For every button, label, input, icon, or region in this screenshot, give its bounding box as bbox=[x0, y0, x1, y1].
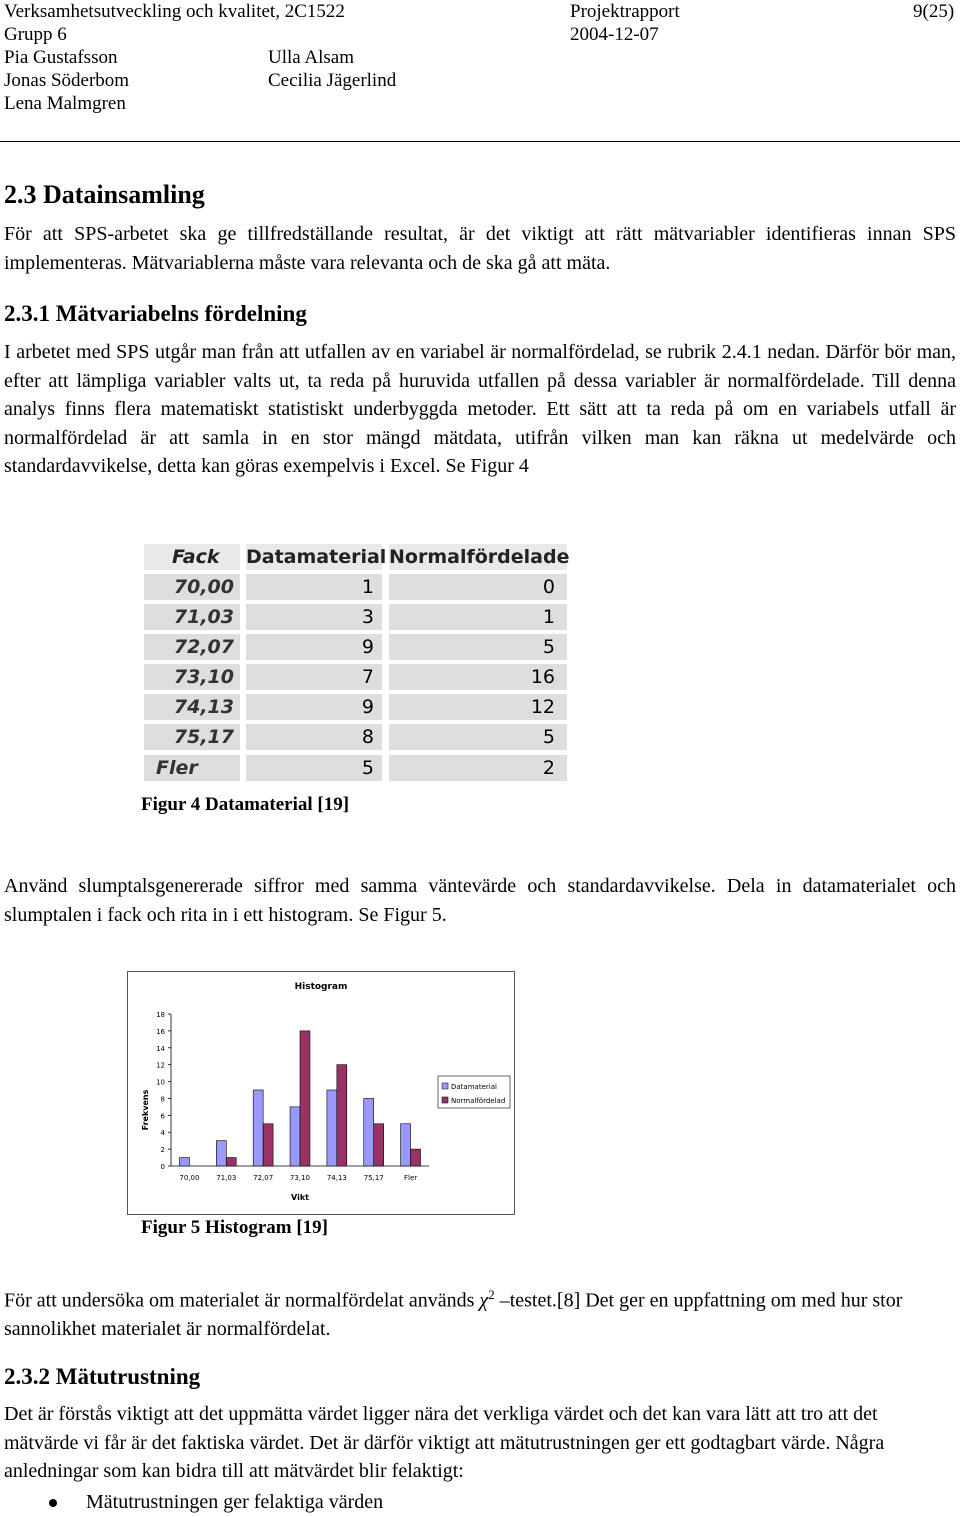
histogram-chart bbox=[127, 971, 515, 1215]
table-cell: 9 bbox=[246, 694, 382, 720]
bullet-item: Mätutrustningen ger felaktiga värden bbox=[86, 1491, 384, 1513]
y-tick-label: 12 bbox=[156, 1061, 165, 1070]
table-cell: Fler bbox=[144, 755, 240, 781]
report-type: Projektrapport bbox=[570, 1, 680, 22]
x-tick-label: Fler bbox=[403, 1174, 418, 1182]
y-axis-label: Frekvens bbox=[141, 1089, 150, 1131]
table-cell: 73,10 bbox=[144, 664, 240, 690]
x-tick-label: 71,03 bbox=[216, 1174, 237, 1182]
x-tick-label: 74,13 bbox=[326, 1174, 347, 1182]
table-cell: 1 bbox=[246, 574, 382, 600]
data-table bbox=[140, 540, 570, 787]
section-heading: 2.3 Datainsamling bbox=[4, 180, 205, 209]
y-tick-label: 16 bbox=[156, 1027, 165, 1036]
table-cell: 72,07 bbox=[144, 634, 240, 660]
y-tick-label: 2 bbox=[160, 1146, 165, 1155]
table-cell: 1 bbox=[389, 604, 567, 630]
table-cell: 0 bbox=[389, 574, 567, 600]
paragraph-text: –testet.[8] Det ger en uppfattning om med hur stor sannolikhet materialet är normalfördelat. bbox=[4, 1289, 903, 1341]
bar-datamaterial bbox=[401, 1124, 411, 1166]
report-date: 2004-12-07 bbox=[570, 24, 659, 45]
member-name: Pia Gustafsson bbox=[4, 47, 118, 68]
bar-normalfördelad bbox=[226, 1158, 236, 1166]
table-cell: 5 bbox=[389, 634, 567, 660]
legend-swatch bbox=[442, 1097, 448, 1103]
table-cell: 3 bbox=[246, 604, 382, 630]
bar-datamaterial bbox=[216, 1141, 226, 1166]
subsection-paragraph: Det är förstås viktigt att det uppmätta värdet ligger nära det verkliga värdet och det kan vara lätt att tro att det mätvärde vi får är det faktiska värdet. Det är därför viktigt att mätutrustningen ger ett godtagbart värde. Några anledningar som kan bidra till att mätvärdet blir felaktigt: bbox=[4, 1403, 885, 1482]
legend-label: Normalfördelad bbox=[451, 1097, 506, 1105]
group-name: Grupp 6 bbox=[4, 24, 67, 45]
x-tick-label: 75,17 bbox=[363, 1174, 384, 1182]
x-axis-label: Vikt bbox=[291, 1193, 309, 1202]
table-cell: 5 bbox=[389, 724, 567, 750]
table-cell: 7 bbox=[246, 664, 382, 690]
table-header: Datamaterial bbox=[246, 546, 387, 568]
table-header: Fack bbox=[144, 544, 240, 570]
table-cell: 71,03 bbox=[144, 604, 240, 630]
bullet-icon bbox=[49, 1499, 57, 1507]
histogram-svg bbox=[128, 972, 514, 1214]
chi-square-paragraph bbox=[4, 1281, 956, 1344]
bar-normalfördelad bbox=[374, 1124, 384, 1166]
figure-caption: Figur 4 Datamaterial [19] bbox=[141, 794, 350, 815]
bar-normalfördelad bbox=[263, 1124, 273, 1166]
legend-swatch bbox=[442, 1083, 448, 1089]
table-cell: 16 bbox=[389, 664, 567, 690]
x-tick-label: 73,10 bbox=[289, 1174, 311, 1182]
bar-datamaterial bbox=[290, 1107, 300, 1166]
table-cell: 2 bbox=[389, 755, 567, 781]
member-name: Cecilia Jägerlind bbox=[268, 70, 397, 91]
chi-symbol: χ bbox=[479, 1289, 489, 1312]
y-tick-label: 6 bbox=[160, 1112, 165, 1121]
course-title: Verksamhetsutveckling och kvalitet, 2C1522 bbox=[4, 1, 345, 22]
section-intro: För att SPS-arbetet ska ge tillfredställande resultat, är det viktigt att rätt mätvariabler identifieras innan SPS implementeras. Mätvariablerna måste vara relevanta och de ska gå att mäta. bbox=[4, 223, 956, 274]
member-name: Jonas Söderbom bbox=[4, 70, 130, 91]
table-header: Normalfördelade bbox=[389, 546, 570, 568]
x-tick-label: 72,07 bbox=[253, 1174, 274, 1182]
subsection-paragraph: I arbetet med SPS utgår man från att utfallen av en variabel är normalfördelad, se rubrik 2.4.1 nedan. Därför bör man, efter att lämpliga variabler valts ut, ta reda på huruvida utfallen på dessa variabler är normalfördelade. Till denna analys finns flera matematiskt statistiskt underbyggda metoder. Ett sätt att ta reda på om en variabels utfall är normalfördelad är att samla in en stor mängd mätdata, utifrån vilken man kan räkna ut medelvärde och standardavvikelse, detta kan göras exempelvis i Excel. Se Figur 4 bbox=[4, 341, 956, 477]
x-tick-label: 70,00 bbox=[179, 1174, 200, 1182]
bar-normalfördelad bbox=[411, 1149, 421, 1166]
table-cell: 75,17 bbox=[144, 724, 240, 750]
body-paragraph: Använd slumptalsgenererade siffror med samma väntevärde och standardavvikelse. Dela in datamaterialet och slumptalen i fack och rita in i ett histogram. Se Figur 5. bbox=[4, 875, 956, 926]
header-divider bbox=[0, 141, 960, 142]
chi-superscript: 2 bbox=[488, 1287, 495, 1302]
bar-datamaterial bbox=[179, 1158, 189, 1166]
table-cell: 8 bbox=[246, 724, 382, 750]
bar-datamaterial bbox=[327, 1090, 337, 1166]
page-number: 9(25) bbox=[913, 1, 955, 22]
table-cell: 5 bbox=[246, 755, 382, 781]
subsection-heading: 2.3.1 Mätvariabelns fördelning bbox=[4, 301, 307, 326]
y-tick-label: 14 bbox=[156, 1044, 165, 1053]
y-tick-label: 10 bbox=[156, 1078, 165, 1087]
bar-datamaterial bbox=[364, 1098, 374, 1166]
y-tick-label: 4 bbox=[160, 1129, 165, 1138]
table-cell: 9 bbox=[246, 634, 382, 660]
table-cell: 74,13 bbox=[144, 694, 240, 720]
bar-datamaterial bbox=[253, 1090, 263, 1166]
member-name: Ulla Alsam bbox=[268, 47, 355, 68]
bar-normalfördelad bbox=[300, 1031, 310, 1166]
y-tick-label: 18 bbox=[156, 1011, 165, 1019]
chart-title: Histogram bbox=[294, 982, 348, 992]
paragraph-text: För att undersöka om materialet är normalfördelat används bbox=[4, 1289, 480, 1312]
y-tick-label: 0 bbox=[160, 1163, 165, 1171]
figure-caption: Figur 5 Histogram [19] bbox=[141, 1217, 328, 1238]
table-cell: 70,00 bbox=[144, 574, 240, 600]
table-cell: 12 bbox=[389, 694, 567, 720]
legend-label: Datamaterial bbox=[451, 1083, 497, 1091]
subsection-heading: 2.3.2 Mätutrustning bbox=[4, 1364, 201, 1389]
y-tick-label: 8 bbox=[160, 1095, 165, 1104]
bar-normalfördelad bbox=[337, 1065, 347, 1166]
member-name: Lena Malmgren bbox=[4, 93, 126, 114]
